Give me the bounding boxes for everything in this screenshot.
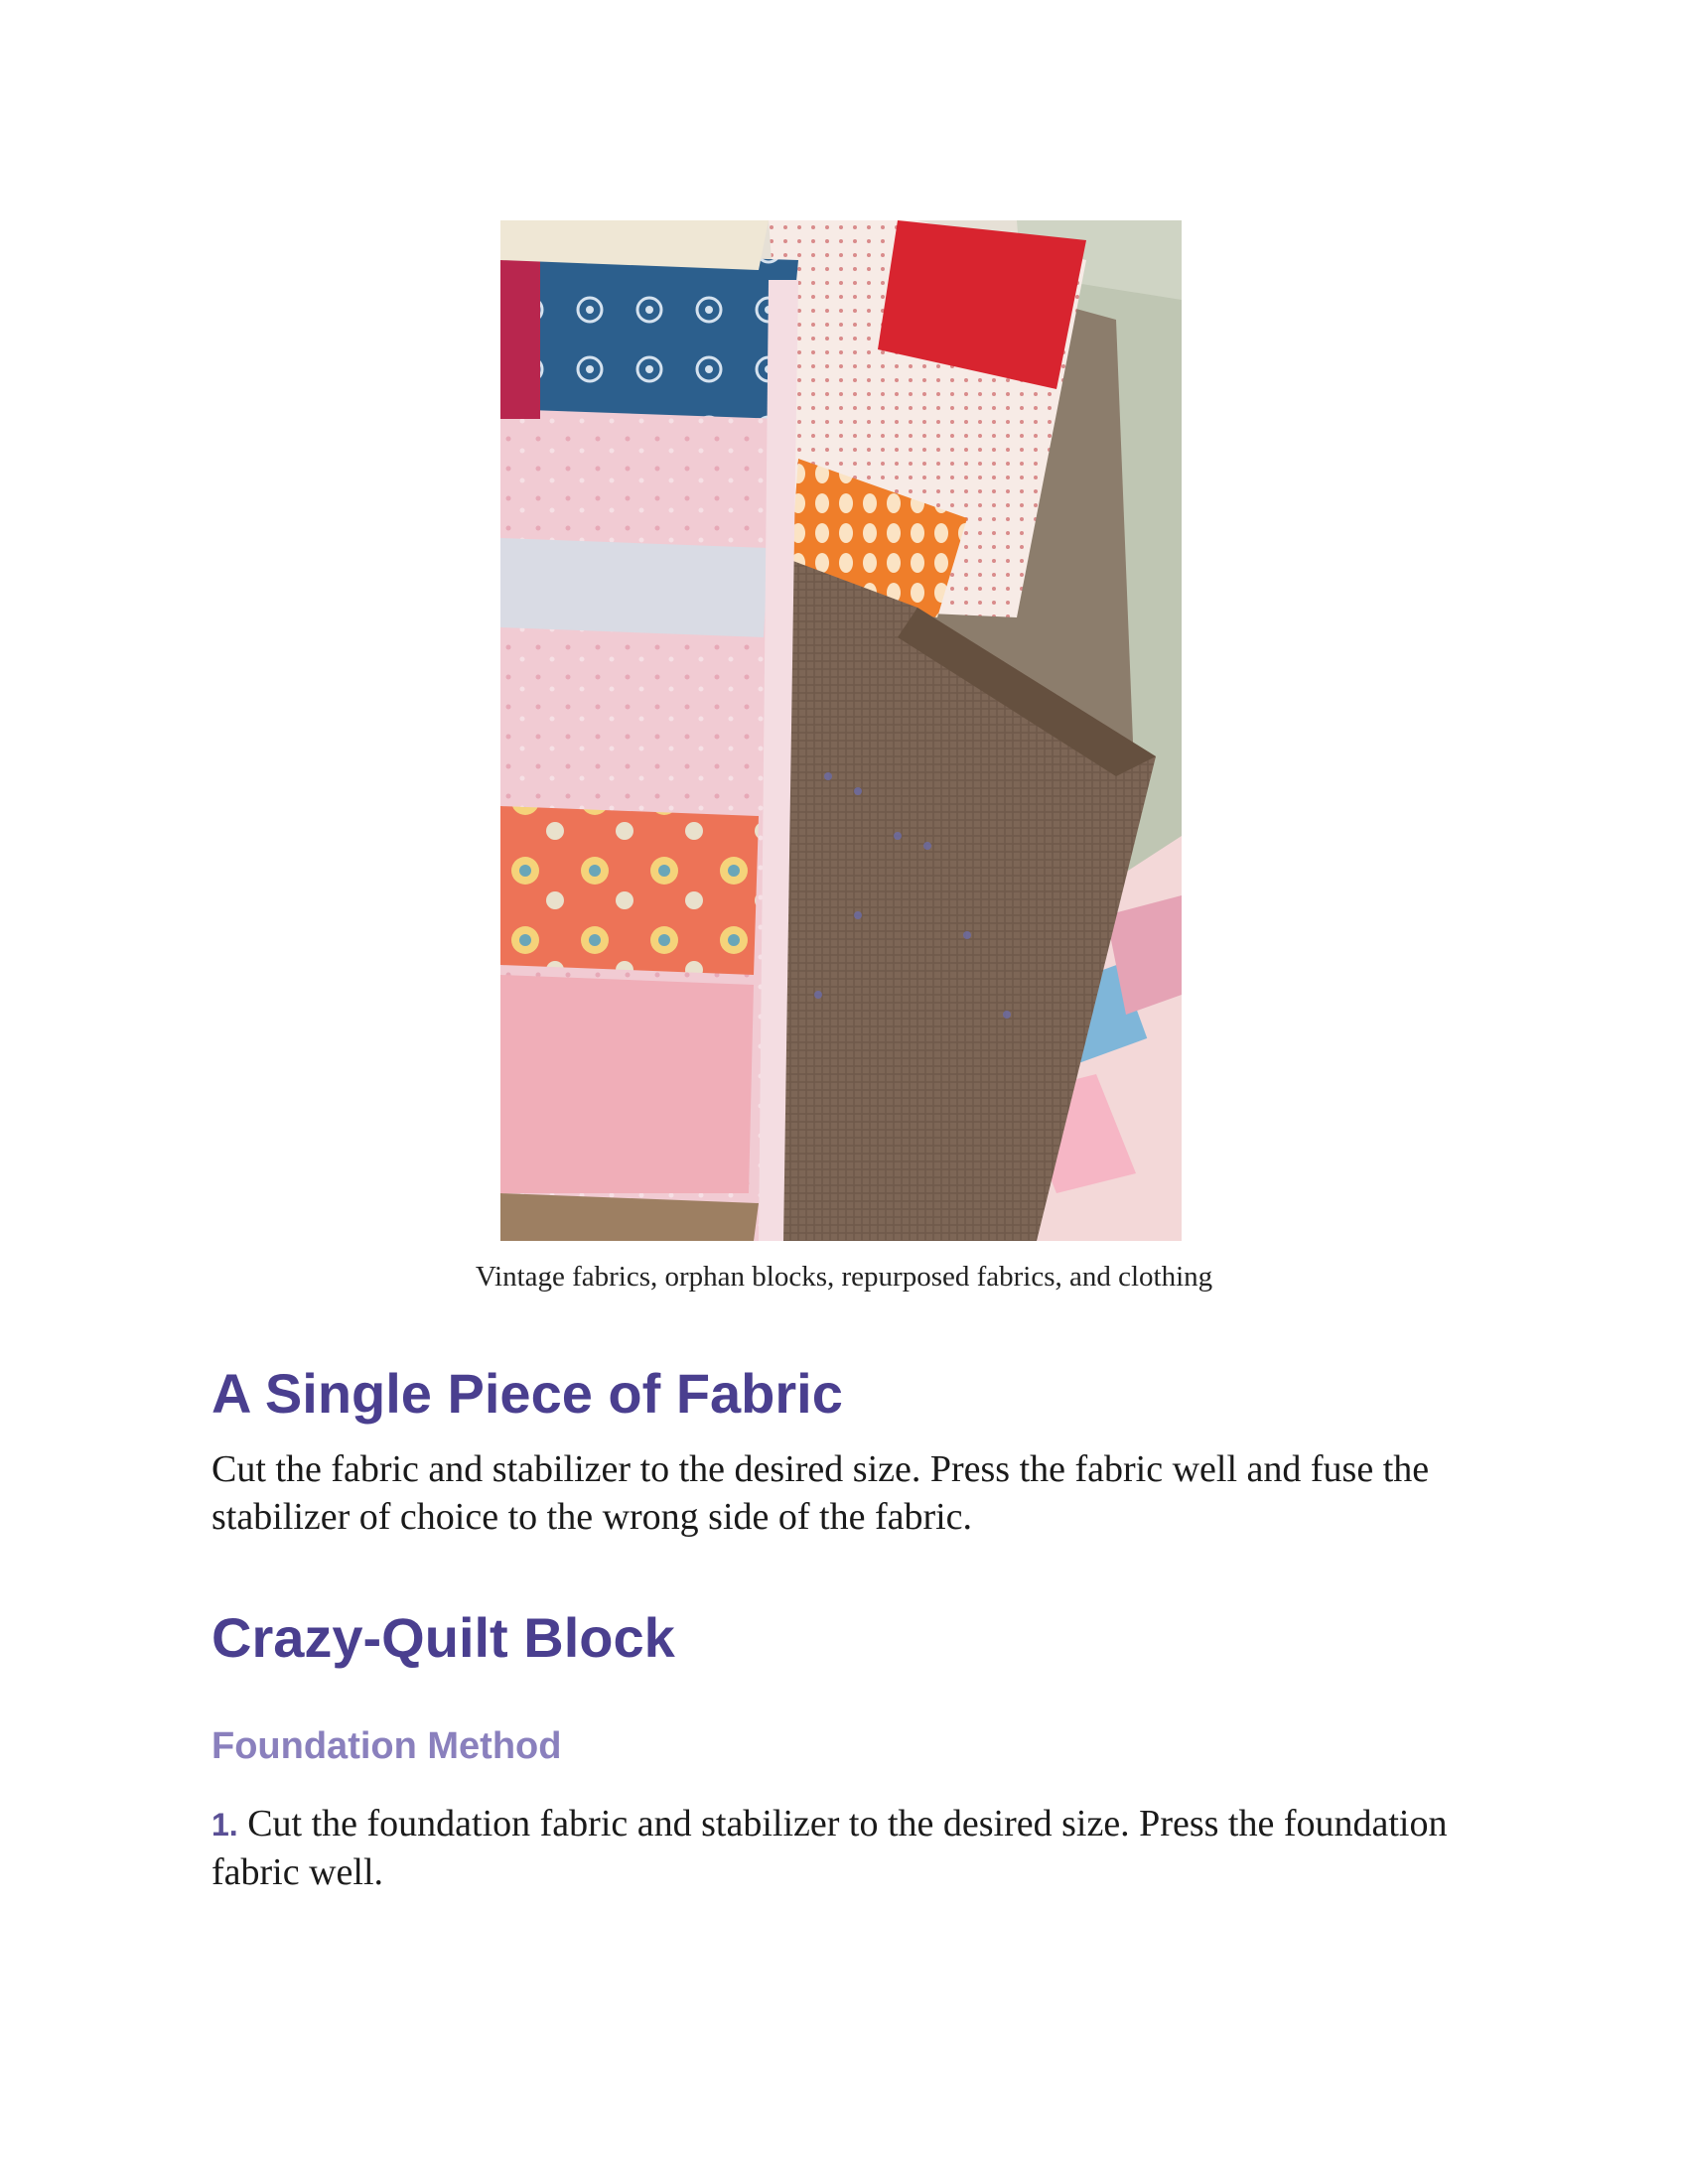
subheading-foundation-method: Foundation Method [211, 1725, 562, 1767]
section-heading-single-piece: A Single Piece of Fabric [211, 1362, 843, 1425]
section-heading-crazy-quilt: Crazy-Quilt Block [211, 1606, 675, 1669]
section-body-single-piece: Cut the fabric and stabilizer to the desired size. Press the fabric well and fuse the stabilizer of choice to the wrong side of the fabric. [211, 1448, 1430, 1538]
figure-caption: Vintage fabrics, orphan blocks, repurposed fabrics, and clothing [475, 1261, 1213, 1293]
fabrics-photo [500, 220, 1182, 1241]
step-number: 1. [211, 1807, 238, 1843]
step-item [211, 1800, 1502, 1896]
step-text: Cut the foundation fabric and stabilizer to the desired size. Press the foundation fabric well. [211, 1803, 1448, 1893]
